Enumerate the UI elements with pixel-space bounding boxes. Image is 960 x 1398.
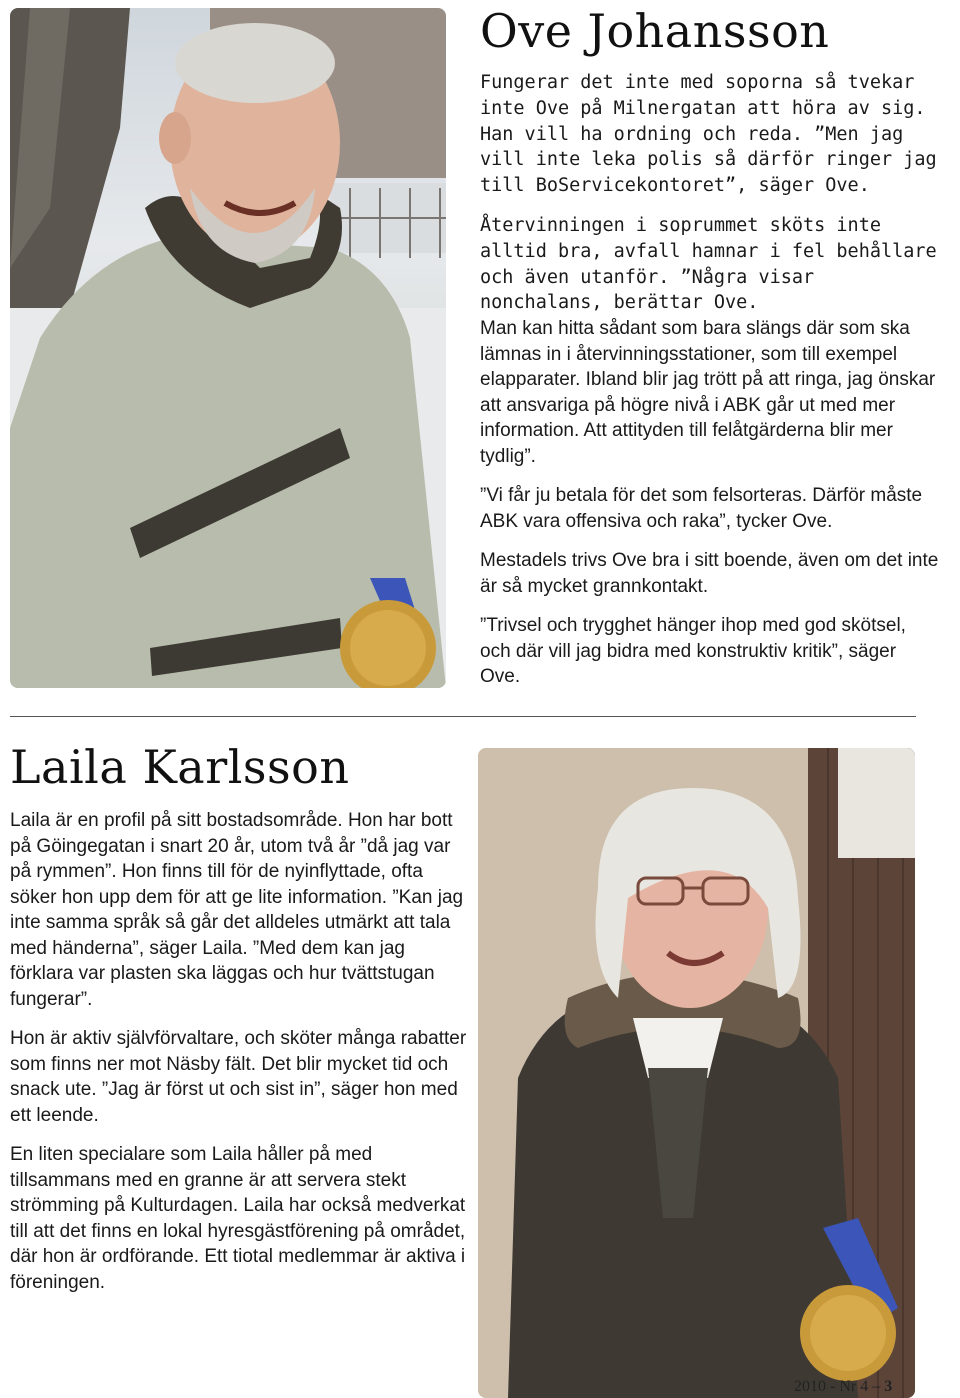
ove-paragraph-1: Fungerar det inte med soporna så tvekar inte Ove på Milnergatan att höra av sig. Han vill ha ordning och reda. ”Men jag vill inte leka polis så därför ringer jag till BoServicekontoret”, säger Ove. (480, 72, 937, 197)
ove-heading: Ove Johansson (480, 4, 830, 58)
laila-paragraph-2: Hon är aktiv självförvaltare, och sköter många rabatter som finns ner mot Näsby fält. Det blir mycket tid och snack ute. ”Jag är först ut och sist in”, säger hon med ett leende. (10, 1028, 467, 1126)
ove-paragraph-3: ”Vi får ju betala för det som felsorteras. Därför måste ABK vara offensiva och raka”, tycker Ove. (480, 485, 923, 532)
laila-paragraph-3: En liten specialare som Laila håller på med tillsammans med en granne är att servera stekt strömming på Kulturdagen. Laila har också medverkat till att det finns en lokal hyresgästförening på området, där hon är ordförande. Ett tiotal medlemmar är aktiva i föreningen. (10, 1144, 466, 1293)
laila-portrait-photo (478, 748, 915, 1398)
ove-paragraph-5: ”Trivsel och trygghet hänger ihop med god skötsel, och där vill jag bidra med konstruktiv kritik”, säger Ove. (480, 615, 906, 688)
page-number: 3 (884, 1378, 893, 1395)
ove-paragraph-2b: Man kan hitta sådant som bara slängs där som ska lämnas in i återvinningsstationer, som till exempel elapparater. Ibland blir jag trött på att ringa, jag önskar att ansvariga på högre nivå i ABK går ut med mer information. Att attityden till felåtgärderna blir mer tydlig”. (480, 318, 936, 467)
ove-paragraph-4: Mestadels trivs Ove bra i sitt boende, även om det inte är så mycket grannkontakt. (480, 550, 939, 597)
ove-portrait-illustration (10, 8, 446, 688)
ove-paragraph-2a: Återvinningen i soprummet sköts inte alltid bra, avfall hamnar i fel behållare och även utanför. ”Några visar nonchalans, berättar Ove. (480, 214, 937, 314)
laila-portrait-illustration (478, 748, 915, 1398)
ove-portrait-photo (10, 8, 446, 688)
ove-article (480, 70, 940, 690)
section-divider (10, 716, 916, 717)
laila-paragraph-1: Laila är en profil på sitt bostadsområde. Hon har bott på Göingegatan i snart 20 år, utom två år ”då jag var på rymmen”. Hon finns till för de nyinflyttade, ofta söker hon upp dem för att ge lite information. ”Kan jag inte samma språk så går det alldeles utmärkt att tala med händerna”, säger Laila. ”Med dem kan jag förklara var plasten ska läggas och hur tvättstugan fungerar”. (10, 810, 464, 1010)
issue-label: 2010 - Nr 4 – (794, 1378, 881, 1395)
laila-heading: Laila Karlsson (10, 740, 350, 794)
page-footer (794, 1378, 892, 1396)
laila-article (10, 808, 470, 1295)
